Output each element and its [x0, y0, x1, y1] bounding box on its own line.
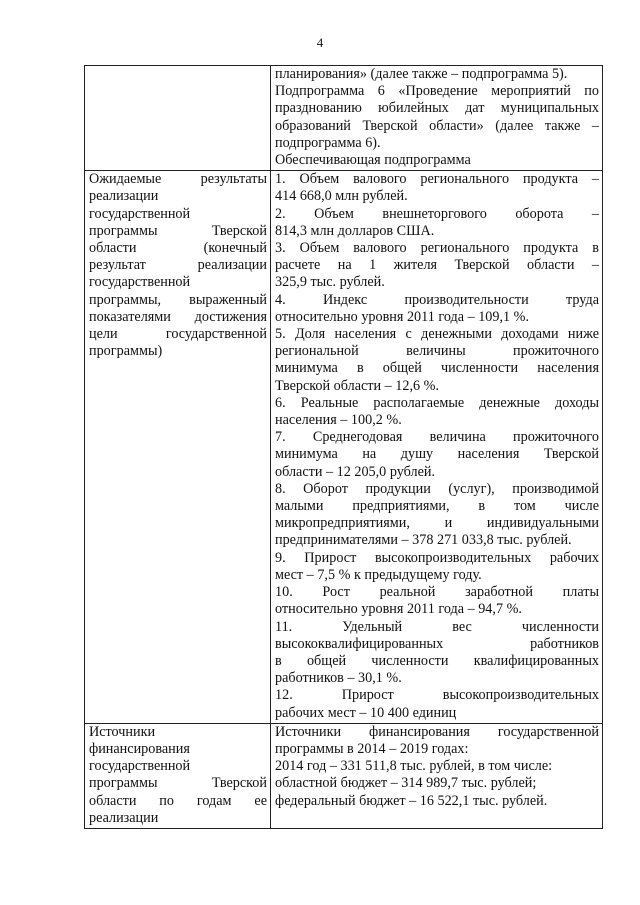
- result-item: [275, 550, 599, 584]
- result-item: [275, 395, 599, 429]
- text-line: областной бюджет – 314 989,7 тыс. рублей;: [275, 775, 537, 792]
- text-line: минимума в общей численности населения: [275, 360, 599, 377]
- text-line: Источники финансирования государственной: [275, 723, 599, 740]
- text-line: программы в 2014 – 2019 годах:: [275, 740, 469, 757]
- text-line: 7. Среднегодовая величина прожиточного: [275, 429, 599, 446]
- text-line: программы Тверской: [89, 222, 267, 239]
- text-line: Ожидаемые результаты: [89, 171, 267, 188]
- table-row: [85, 723, 603, 828]
- result-item: [275, 619, 599, 688]
- funding-sources-text: [271, 723, 603, 828]
- text-line: 814,3 млн долларов США.: [275, 222, 435, 239]
- result-item: [275, 481, 599, 550]
- text-line: микропредприятиями, и индивидуальными: [275, 515, 599, 532]
- text-line: федеральный бюджет – 16 522,1 тыс. рублей.: [275, 792, 548, 809]
- text-line: работников – 30,1 %.: [275, 670, 402, 687]
- text-line: 2. Объем внешнеторгового оборота –: [275, 205, 599, 222]
- table-row: [85, 66, 603, 171]
- text-line: 10. Рост реальной заработной платы: [275, 584, 599, 601]
- text-line: 11. Удельный вес численности: [275, 618, 599, 635]
- expected-results-list: [271, 171, 603, 724]
- text-line: области (конечный: [89, 240, 267, 257]
- result-item: [275, 429, 599, 481]
- subprogram5-tail: планирования» (далее также – подпрограмма 5).: [275, 66, 568, 82]
- text-line: минимума на душу населения Тверской: [275, 446, 599, 463]
- text-line: населения – 100,2 %.: [275, 412, 402, 429]
- text-line: государственной: [89, 274, 191, 291]
- result-item: [275, 292, 599, 326]
- text-line: в общей численности квалифицированных: [275, 652, 599, 669]
- text-line: результат реализации: [89, 257, 267, 274]
- text-line: области – 12 205,0 рублей.: [275, 463, 436, 480]
- text-line: 5. Доля населения с денежными доходами ниже: [275, 326, 599, 343]
- text-line: 3. Объем валового регионального продукта в: [275, 240, 599, 257]
- supporting-subprogram: Обеспечивающая подпрограмма: [275, 152, 471, 169]
- text-line: государственной: [89, 758, 191, 775]
- text-line: государственной: [89, 205, 191, 222]
- result-item: [275, 687, 599, 721]
- text-line: мест – 7,5 % к предыдущему году.: [275, 566, 482, 583]
- text-line: 9. Прирост высокопроизводительных рабочих: [275, 549, 599, 566]
- result-item: [275, 326, 599, 395]
- text-line: 2014 год – 331 511,8 тыс. рублей, в том числе:: [275, 758, 553, 775]
- row1-left-cell: [85, 66, 271, 171]
- text-line: 4. Индекс производительности труда: [275, 291, 599, 308]
- text-line: относительно уровня 2011 года – 109,1 %.: [275, 308, 530, 325]
- text-line: 414 668,0 млн рублей.: [275, 188, 408, 205]
- text-line: реализации: [89, 188, 159, 205]
- text-line: 1. Объем валового регионального продукта –: [275, 171, 599, 188]
- text-line: высококвалифицированных работников: [275, 635, 599, 652]
- expected-results-label: [85, 171, 271, 724]
- text-line: области по годам ее: [89, 792, 267, 809]
- text-line: Источники: [89, 723, 156, 740]
- text-line: расчете на 1 жителя Тверской области –: [275, 257, 599, 274]
- text-line: программы, выраженный: [89, 291, 267, 308]
- text-line: 6. Реальные располагаемые денежные доходы: [275, 394, 599, 411]
- text-line: предпринимателями – 378 271 033,8 тыс. рублей.: [275, 532, 572, 549]
- text-line: Тверской области – 12,6 %.: [275, 377, 440, 394]
- row1-right-cell: [271, 66, 603, 171]
- text-line: программы Тверской: [89, 775, 267, 792]
- result-item: [275, 240, 599, 292]
- text-line: малыми предприятиями, в том числе: [275, 498, 599, 515]
- text-line: 325,9 тыс. рублей.: [275, 274, 385, 291]
- text-line: 12. Прирост высокопроизводительных: [275, 687, 599, 704]
- page-number: 4: [316, 35, 324, 50]
- result-item: [275, 584, 599, 618]
- text-line: реализации: [89, 809, 159, 826]
- funding-sources-label: [85, 723, 271, 828]
- text-line: 8. Оборот продукции (услуг), производимой: [275, 480, 599, 497]
- text-line: региональной величины прожиточного: [275, 343, 599, 360]
- result-item: [275, 171, 599, 205]
- text-line: программы): [89, 343, 163, 360]
- text-line: финансирования: [89, 740, 190, 757]
- text-line: относительно уровня 2011 года – 94,7 %.: [275, 601, 522, 618]
- text-line: показателями достижения: [89, 308, 267, 325]
- text-line: рабочих мест – 10 400 единиц: [275, 704, 457, 721]
- result-item: [275, 206, 599, 240]
- subprogram6: Подпрограмма 6 «Проведение мероприятий по празднованию юбилейных дат муниципальных образований Тверской области» (далее также – подпрограмма 6).: [275, 83, 599, 151]
- passport-table: [84, 65, 603, 829]
- table-row: [85, 171, 603, 724]
- text-line: цели государственной: [89, 326, 267, 343]
